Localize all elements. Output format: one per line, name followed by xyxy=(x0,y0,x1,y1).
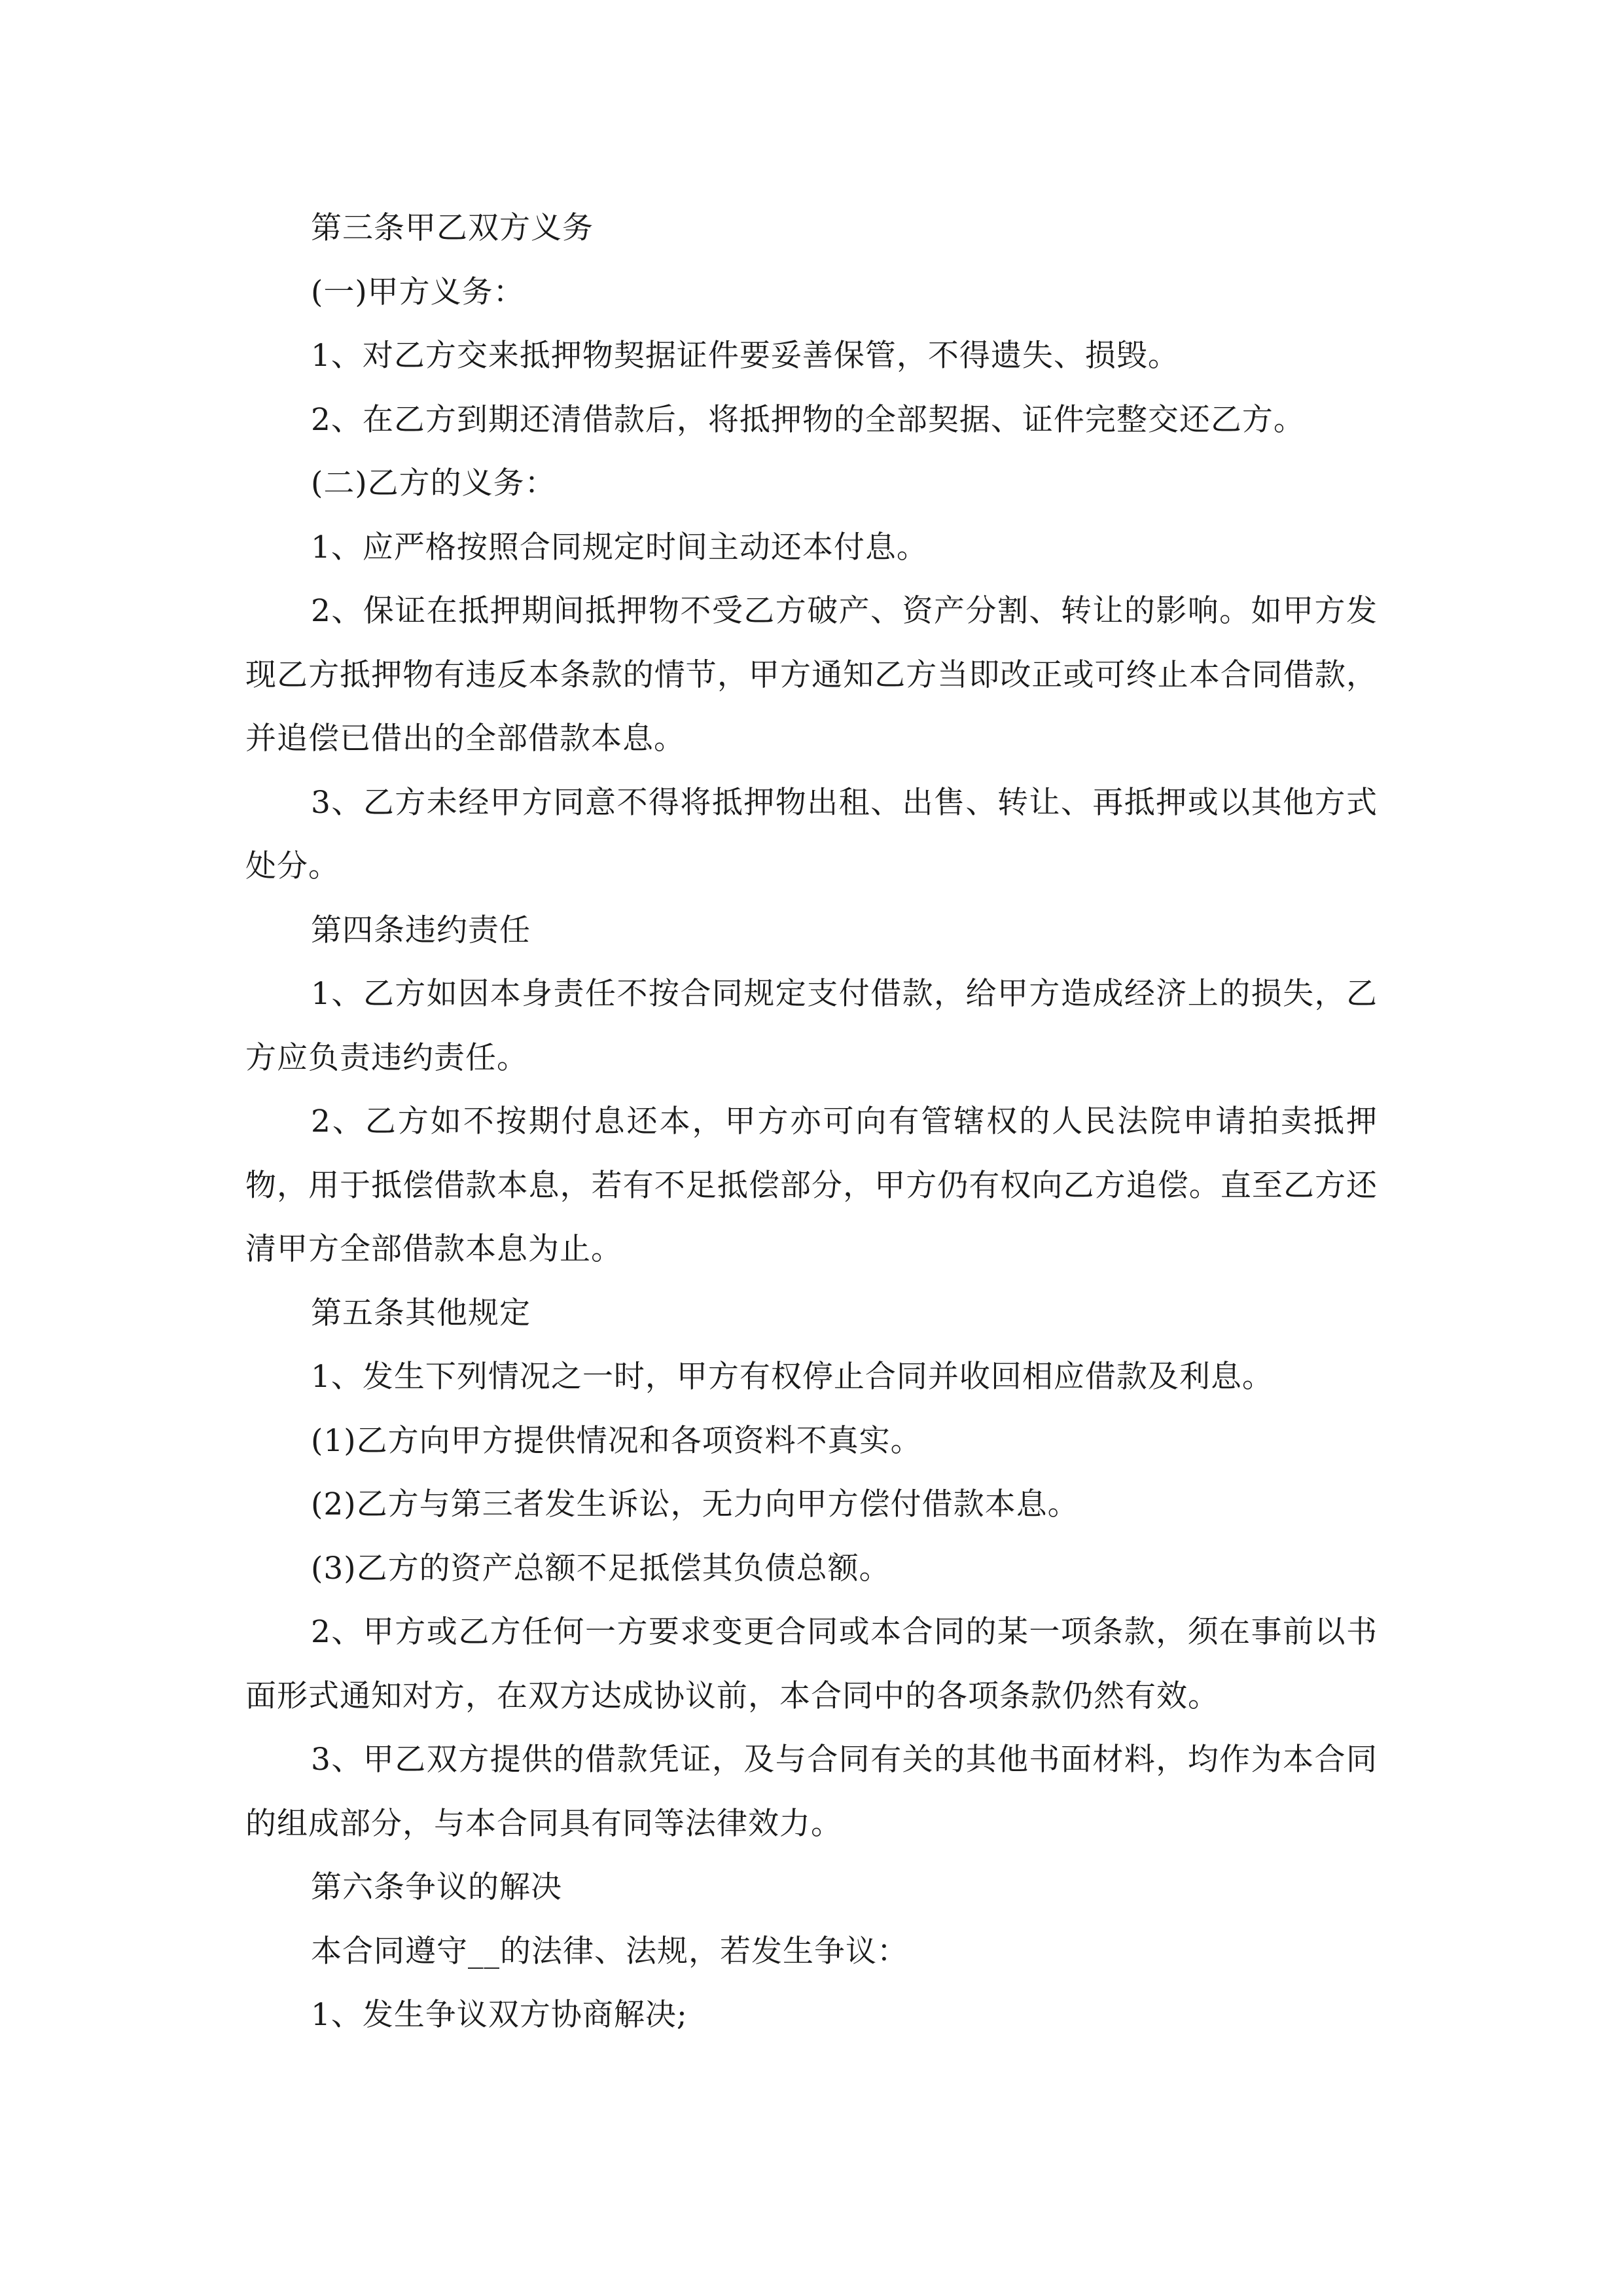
article-3-heading: 第三条甲乙双方义务 xyxy=(311,210,594,246)
paragraph: 2、乙方如不按期付息还本，甲方亦可向有管辖权的人民法院申请拍卖抵押物，用于抵偿借款本息，若有不足抵偿部分，甲方仍有权向乙方追偿。直至乙方还清甲方全部借款本息为止。 xyxy=(245,1103,1378,1267)
paragraph: 2、在乙方到期还清借款后，将抵押物的全部契据、证件完整交还乙方。 xyxy=(311,401,1305,438)
paragraph: 1、发生下列情况之一时，甲方有权停止合同并收回相应借款及利息。 xyxy=(311,1359,1274,1395)
paragraph: 2、保证在抵押期间抵押物不受乙方破产、资产分割、转让的影响。如甲方发现乙方抵押物有违反本条款的情节，甲方通知乙方当即改正或可终止本合同借款，并追偿已借出的全部借款本息。 xyxy=(245,593,1378,757)
document-page xyxy=(245,196,1378,2047)
paragraph: 1、发生争议双方协商解决; xyxy=(311,1997,688,2033)
paragraph: (1)乙方向甲方提供情况和各项资料不真实。 xyxy=(311,1422,922,1459)
paragraph: 3、乙方未经甲方同意不得将抵押物出租、出售、转让、再抵押或以其他方式处分。 xyxy=(245,784,1378,884)
paragraph: (3)乙方的资产总额不足抵偿其负债总额。 xyxy=(311,1550,891,1587)
paragraph: 2、甲方或乙方任何一方要求变更合同或本合同的某一项条款，须在事前以书面形式通知对方，在双方达成协议前，本合同中的各项条款仍然有效。 xyxy=(245,1614,1378,1714)
paragraph: 3、甲乙双方提供的借款凭证，及与合同有关的其他书面材料，均作为本合同的组成部分，与本合同具有同等法律效力。 xyxy=(245,1742,1378,1842)
article-6-heading: 第六条争议的解决 xyxy=(311,1869,562,1905)
article-4-heading: 第四条违约责任 xyxy=(311,912,531,948)
article-5-heading: 第五条其他规定 xyxy=(311,1295,531,1331)
paragraph: 本合同遵守__的法律、法规，若发生争议： xyxy=(311,1933,908,1969)
paragraph: 1、乙方如因本身责任不按合同规定支付借款，给甲方造成经济上的损失，乙方应负责违约责任。 xyxy=(245,976,1378,1076)
paragraph: 1、对乙方交来抵押物契据证件要妥善保管，不得遗失、损毁。 xyxy=(311,338,1179,374)
paragraph: (2)乙方与第三者发生诉讼，无力向甲方偿付借款本息。 xyxy=(311,1486,1079,1522)
party-b-obligations-heading: (二)乙方的义务： xyxy=(311,465,556,501)
party-a-obligations-heading: (一)甲方义务： xyxy=(311,274,525,310)
paragraph: 1、应严格按照合同规定时间主动还本付息。 xyxy=(311,529,928,565)
